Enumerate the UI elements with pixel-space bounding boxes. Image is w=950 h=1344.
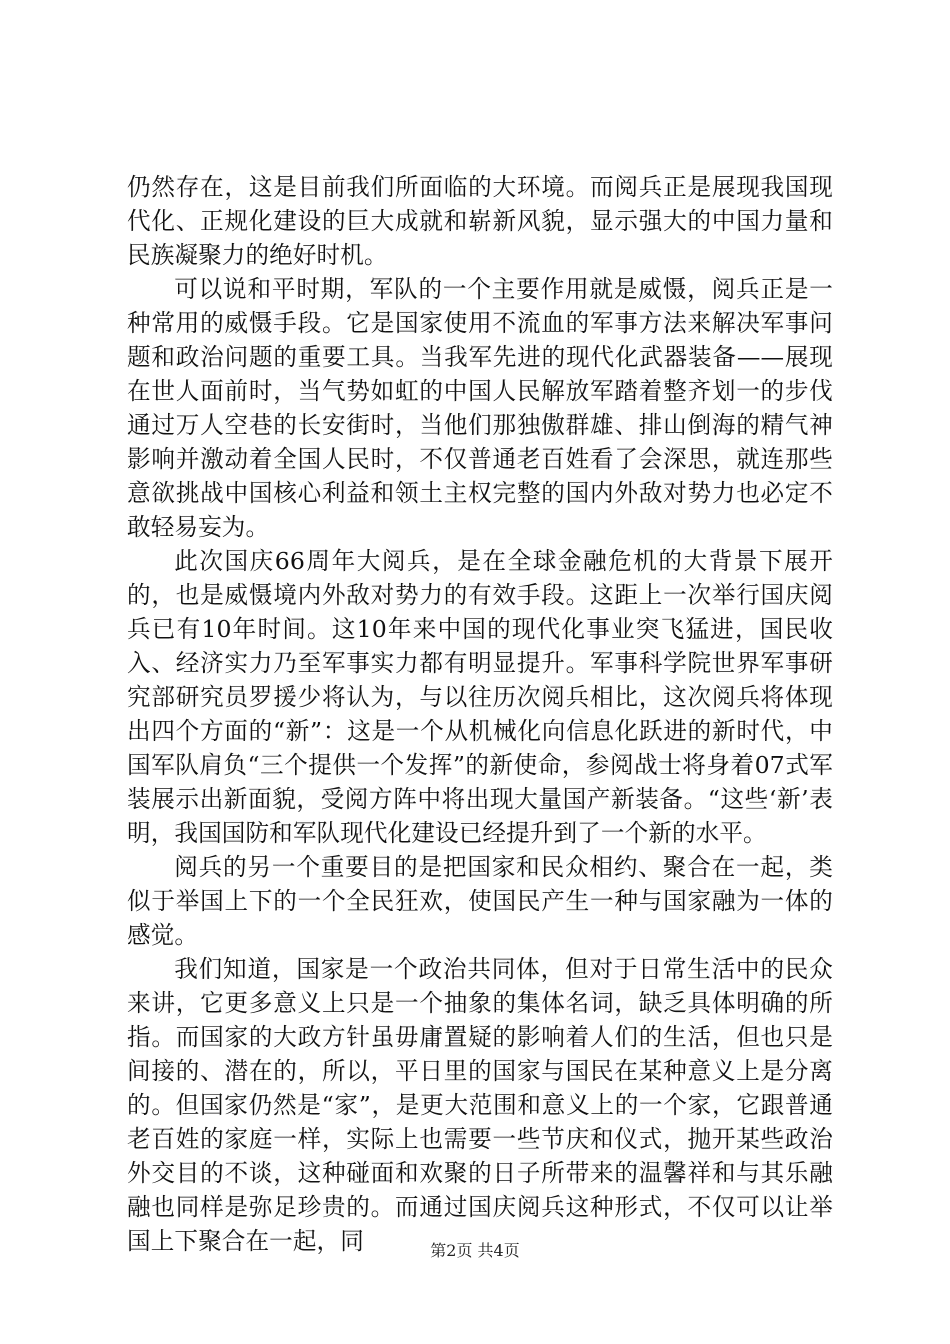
page-footer xyxy=(0,1241,950,1261)
paragraph-3: 此次国庆66周年大阅兵，是在全球金融危机的大背景下展开的，也是威慑境内外敌对势力的有效手段。这距上一次举行国庆阅兵已有10年时间。这10年来中国的现代化事业突飞猛进，国民收入、经济实力乃至军事实力都有明显提升。军事科学院世界军事研究部研究员罗援少将认为，与以往历次阅兵相比，这次阅兵将体现出四个方面的“新”：这是一个从机械化向信息化跃进的新时代，中国军队肩负“三个提供一个发挥”的新使命，参阅战士将身着07式军装展示出新面貌，受阅方阵中将出现大量国产新装备。“这些‘新’表明，我国国防和军队现代化建设已经提升到了一个新的水平。 xyxy=(127,547,833,847)
paragraph-1: 仍然存在，这是目前我们所面临的大环境。而阅兵正是展现我国现代化、正规化建设的巨大成就和崭新风貌，显示强大的中国力量和民族凝聚力的绝好时机。 xyxy=(127,173,833,269)
paragraph-4: 阅兵的另一个重要目的是把国家和民众相约、聚合在一起，类似于举国上下的一个全民狂欢，使国民产生一种与国家融为一体的感觉。 xyxy=(127,853,833,949)
document-body xyxy=(127,170,833,1258)
paragraph-5: 我们知道，国家是一个政治共同体，但对于日常生活中的民众来讲，它更多意义上只是一个抽象的集体名词，缺乏具体明确的所指。而国家的大政方针虽毋庸置疑的影响着人们的生活，但也只是间接的、潜在的，所以，平日里的国家与国民在某种意义上是分离的。但国家仍然是“家”，是更大范围和意义上的一个家，它跟普通老百姓的家庭一样，实际上也需要一些节庆和仪式，抛开某些政治外交目的不谈，这种碰面和欢聚的日子所带来的温馨祥和与其乐融融也同样是弥足珍贵的。而通过国庆阅兵这种形式，不仅可以让举国上下聚合在一起，同 xyxy=(127,955,833,1255)
page-number-label: 第2页 共4页 xyxy=(430,1241,520,1260)
paragraph-2: 可以说和平时期，军队的一个主要作用就是威慑，阅兵正是一种常用的威慑手段。它是国家使用不流血的军事方法来解决军事问题和政治问题的重要工具。当我军先进的现代化武器装备——展现在世人面前时，当气势如虹的中国人民解放军踏着整齐划一的步伐通过万人空巷的长安街时，当他们那独傲群雄、排山倒海的精气神影响并激动着全国人民时，不仅普通老百姓看了会深思，就连那些意欲挑战中国核心利益和领土主权完整的国内外敌对势力也必定不敢轻易妄为。 xyxy=(127,275,833,541)
